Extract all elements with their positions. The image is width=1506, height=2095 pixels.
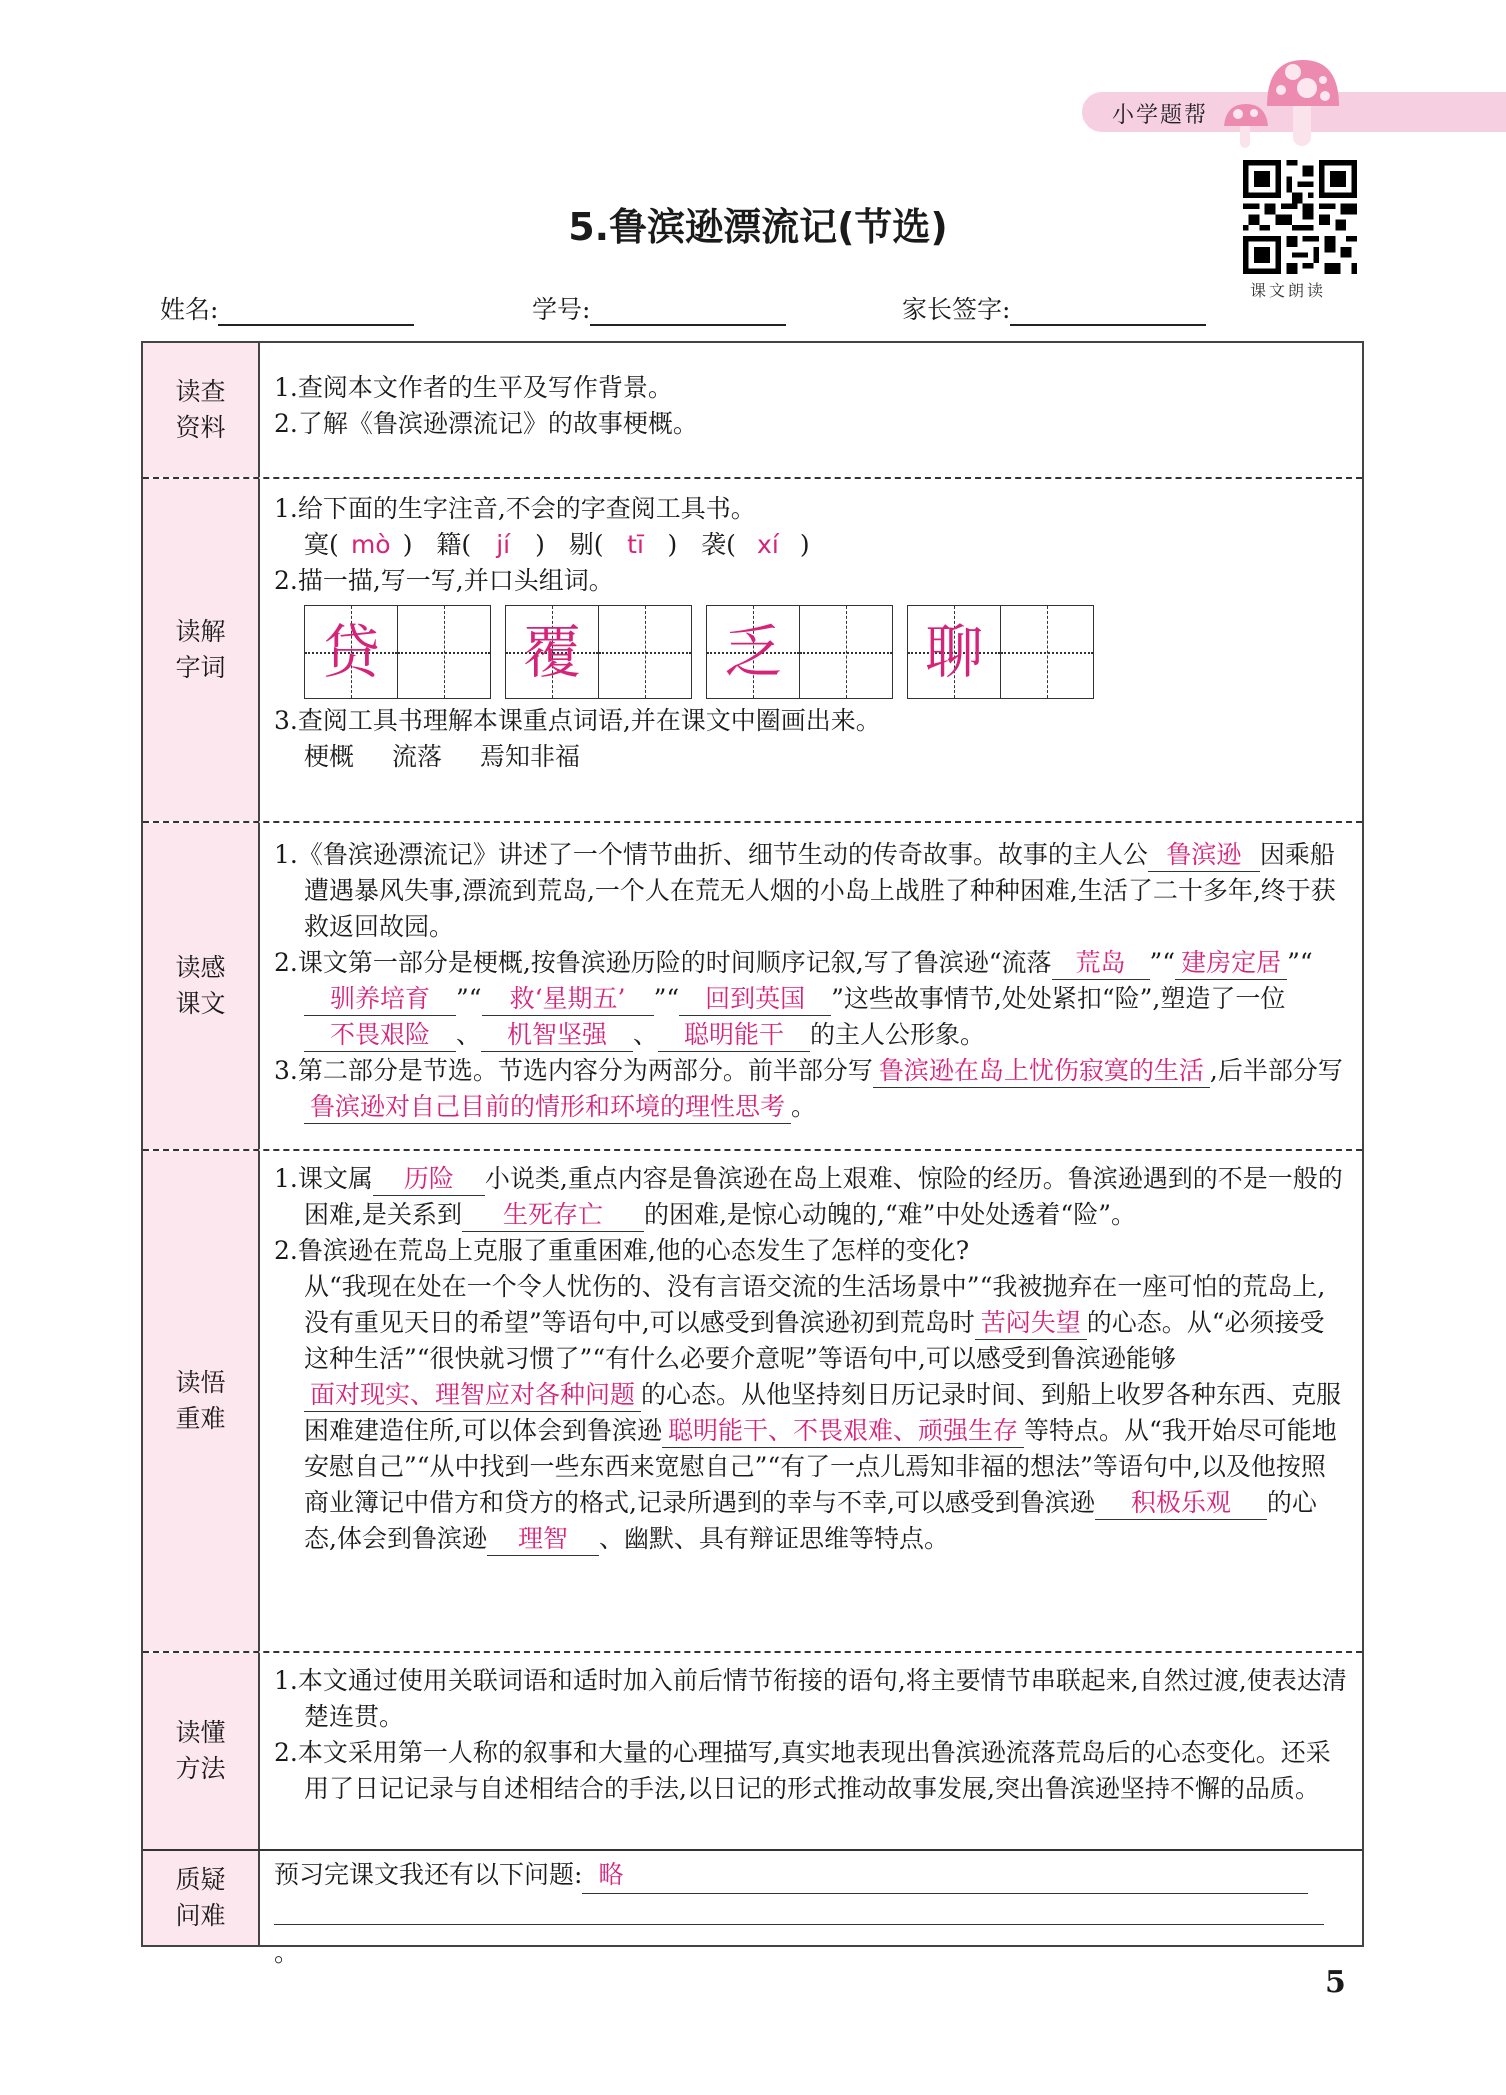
name-blank[interactable]: [218, 298, 414, 326]
answer-blank[interactable]: 鲁滨逊: [1148, 839, 1260, 872]
answer-blank[interactable]: 理智: [487, 1523, 599, 1556]
answer-blank[interactable]: 生死存亡: [462, 1199, 644, 1232]
answer-blank[interactable]: 不畏艰险: [304, 1019, 456, 1052]
writing-grid[interactable]: 乏: [706, 605, 893, 699]
section-content: [260, 1851, 1362, 1967]
pinyin-answer[interactable]: mò: [350, 530, 391, 559]
section-methods: [143, 1651, 1362, 1849]
section-label: 质疑 问难: [143, 1851, 260, 1945]
question-line: 预习完课文我还有以下问题: 略: [274, 1857, 1348, 1894]
answer-blank[interactable]: 积极乐观: [1095, 1487, 1267, 1520]
question-text: 2.描一描,写一写,并口头组词。: [274, 566, 614, 595]
section-content: [260, 1653, 1362, 1849]
answer-blank[interactable]: 历险: [373, 1163, 485, 1196]
section-questions: [143, 1849, 1362, 1967]
answer-blank[interactable]: 鲁滨逊在岛上忧伤寂寞的生活: [873, 1055, 1210, 1088]
writing-grid[interactable]: 覆: [505, 605, 692, 699]
answer-blank[interactable]: 驯养培育: [304, 983, 456, 1016]
list-item: 1.《鲁滨逊漂流记》讲述了一个情节曲折、细节生动的传奇故事。故事的主人公 鲁滨逊 因乘船遭遇暴风失事,漂流到荒岛,一个人在荒无人烟的小岛上战胜了种种困难,生活了二十多年,终于获救返回故园。: [274, 840, 1336, 941]
brand-label: 小学题帮: [1112, 103, 1209, 128]
section-label: 读悟 重难: [143, 1151, 260, 1651]
answer-blank[interactable]: 苦闷失望: [975, 1307, 1087, 1340]
list-item: 2.课文第一部分是梗概,按鲁滨逊历险的时间顺序记叙,写了鲁滨逊“流落 荒岛 ”“ 建房定居 ”“驯养培育 ”“ 救‘星期五’ ”“ 回到英国 ”这些故事情节,处处紧扣“险”,塑造了一位不畏艰险 、 机智坚强 、 聪明能干 的主人公形象。: [274, 945, 1348, 1053]
name-field[interactable]: 姓名:: [160, 290, 414, 326]
question-answer-field-2[interactable]: [274, 1896, 1324, 1925]
answer-blank[interactable]: 机智坚强: [481, 1019, 633, 1052]
answer-blank[interactable]: 回到英国: [679, 983, 831, 1016]
section-key-points: [143, 1149, 1362, 1651]
parent-signature-blank[interactable]: [1010, 298, 1206, 326]
list-item: 2.了解《鲁滨逊漂流记》的故事梗概。: [274, 409, 698, 438]
writing-grid[interactable]: 贷: [304, 605, 491, 699]
list-item: 2.本文采用第一人称的叙事和大量的心理描写,真实地表现出鲁滨逊流落荒岛后的心态变化。还采用了日记记录与自述相结合的手法,以日记的形式推动故事发展,突出鲁滨逊坚持不懈的品质。: [274, 1738, 1331, 1803]
section-read-text: [143, 821, 1362, 1149]
pinyin-answer[interactable]: jí: [496, 530, 511, 559]
question-text: 1.给下面的生字注音,不会的字查阅工具书。: [274, 494, 756, 523]
section-content: [260, 479, 1362, 821]
section-label: 读懂 方法: [143, 1653, 260, 1849]
question-text: 2.鲁滨逊在荒岛上克服了重重困难,他的心态发生了怎样的变化?: [274, 1236, 970, 1265]
answer-blank[interactable]: 鲁滨逊对自己目前的情形和环境的理性思考: [304, 1091, 791, 1124]
list-item: 1.课文属 历险 小说类,重点内容是鲁滨逊在岛上艰难、惊险的经历。鲁滨逊遇到的不是一般的困难,是关系到 生死存亡 的困难,是惊心动魄的,“难”中处处透着“险”。: [274, 1161, 1348, 1233]
section-label: 读解 字词: [143, 479, 260, 821]
section-content: [260, 343, 1362, 477]
worksheet-table: [141, 341, 1364, 1967]
large-mushroom-icon: [1265, 58, 1341, 148]
parent-signature-field[interactable]: 家长签字:: [902, 290, 1206, 326]
writing-grids: [274, 605, 1348, 699]
section-label: 读查 资料: [143, 343, 260, 477]
section-content: [260, 823, 1362, 1149]
section-content: [260, 1151, 1362, 1651]
pinyin-answer[interactable]: xí: [757, 530, 779, 559]
key-words: 梗概 流落 焉知非福: [304, 742, 581, 771]
answer-blank[interactable]: 聪明能干: [658, 1019, 810, 1052]
student-id-blank[interactable]: [590, 298, 786, 326]
question-text: 3.查阅工具书理解本课重点词语,并在课文中圈画出来。: [274, 706, 881, 735]
section-read-research: [143, 343, 1362, 477]
answer-blank[interactable]: 荒岛: [1052, 947, 1150, 980]
pinyin-answer[interactable]: tī: [627, 530, 644, 559]
qr-caption: 课文朗读: [1250, 281, 1327, 300]
list-item: 1.查阅本文作者的生平及写作背景。: [274, 373, 673, 402]
small-mushroom-icon: [1222, 100, 1270, 150]
answer-blank[interactable]: 救‘星期五’: [482, 983, 654, 1016]
page-title: 5.鲁滨逊漂流记(节选): [568, 205, 948, 249]
answer-blank[interactable]: 建房定居: [1175, 947, 1287, 980]
answer-paragraph: 从“我现在处在一个令人忧伤的、没有言语交流的生活场景中”“我被抛弃在一座可怕的荒岛上,没有重见天日的希望”等语句中,可以感受到鲁滨逊初到荒岛时 苦闷失望 的心态。从“必须接受这种生活”“很快就习惯了”“有什么必要介意呢”等语句中,可以感受到鲁滨逊能够面对现实、理智应对各种问题 的心态。从他坚持刻日历记录时间、到船上收罗各种东西、克服困难建造住所,可以体会到鲁滨逊 聪明能干、不畏艰难、顽强生存 等特点。从“我开始尽可能地安慰自己”“从中找到一些东西来宽慰自己”“有了一点儿焉知非福的想法”等语句中,以及他按照商业簿记中借方和贷方的格式,记录所遇到的幸与不幸,可以感受到鲁滨逊 积极乐观 的心态,体会到鲁滨逊 理智 、幽默、具有辩证思维等特点。: [274, 1269, 1348, 1557]
section-label: 读感 课文: [143, 823, 260, 1149]
section-words: [143, 477, 1362, 821]
writing-grid[interactable]: 聊: [907, 605, 1094, 699]
list-item: 1.本文通过使用关联词语和适时加入前后情节衔接的语句,将主要情节串联起来,自然过渡,使表达清楚连贯。: [274, 1666, 1347, 1731]
list-item: 3.第二部分是节选。节选内容分为两部分。前半部分写 鲁滨逊在岛上忧伤寂寞的生活 ,后半部分写鲁滨逊对自己目前的情形和环境的理性思考 。: [274, 1053, 1348, 1125]
student-id-field[interactable]: 学号:: [532, 290, 786, 326]
answer-blank[interactable]: 面对现实、理智应对各种问题: [304, 1379, 641, 1412]
page-number: 5: [1325, 1965, 1346, 2000]
answer-blank[interactable]: 聪明能干、不畏艰难、顽强生存: [662, 1415, 1024, 1448]
question-line-2: 。: [274, 1896, 1348, 1971]
pinyin-row: 寞( mò ) 籍( jí ) 剔( tī ) 袭( xí ): [274, 527, 1348, 563]
question-answer-field[interactable]: 略: [582, 1857, 1308, 1894]
